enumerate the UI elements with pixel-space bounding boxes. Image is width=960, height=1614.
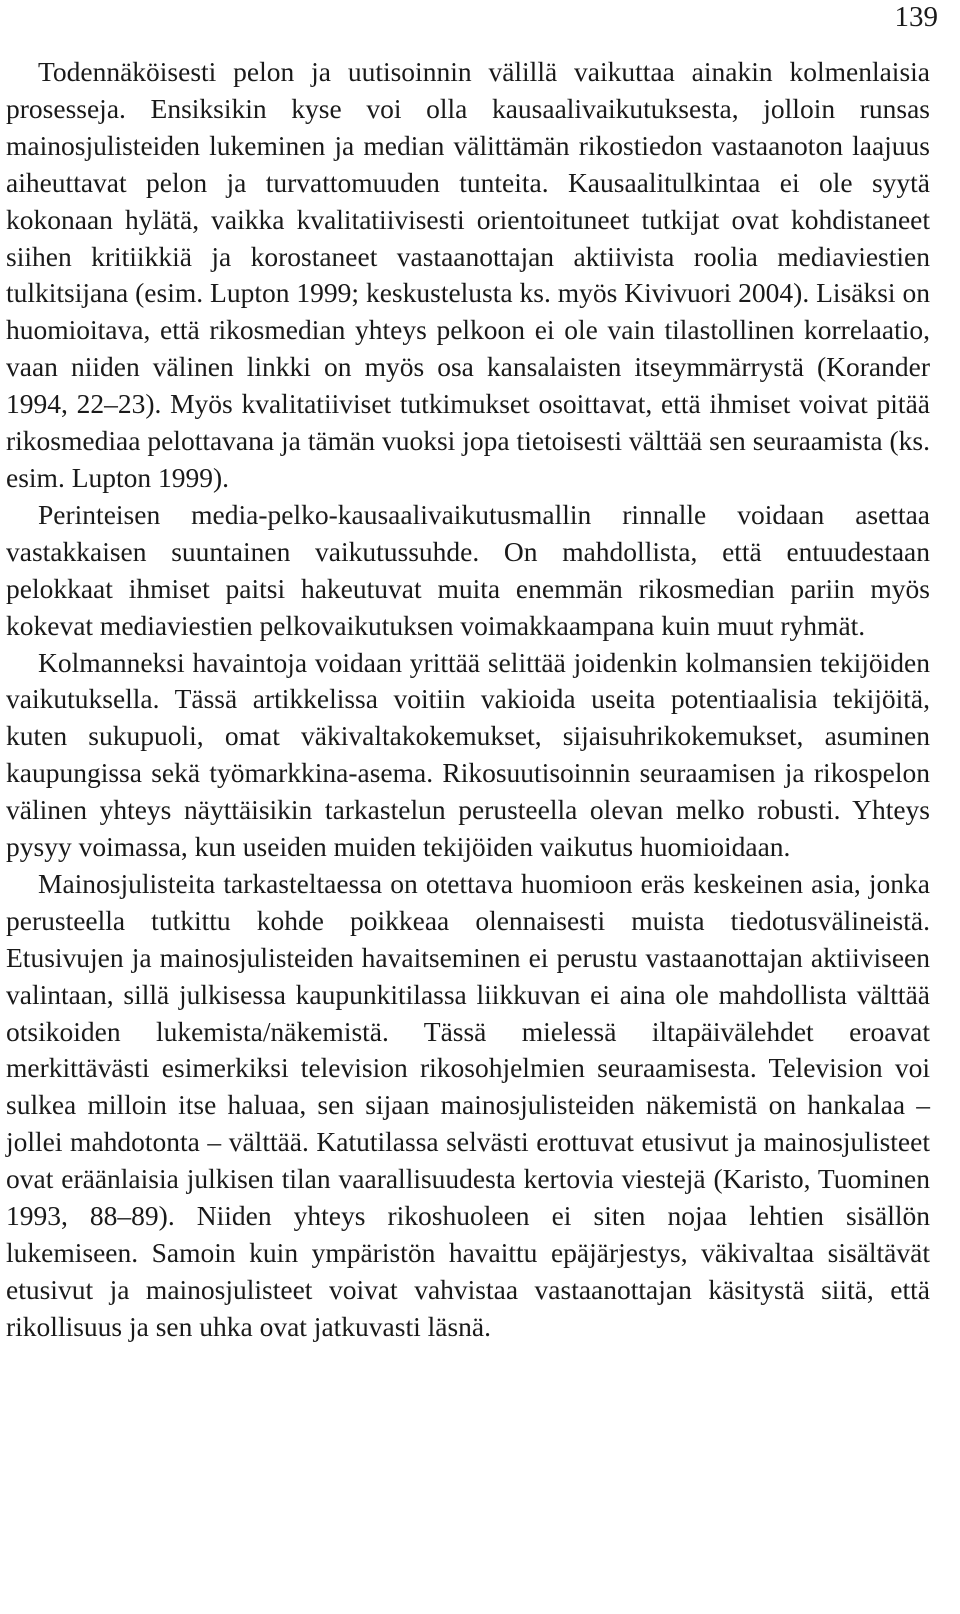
- paragraph-4: Mainosjulisteita tarkasteltaessa on otettava huomioon eräs keskeinen asia, jonka perusteella tutkittu kohde poikkeaa olennaisesti muista tiedotusvälineistä. Etusivujen ja mainosjulisteiden havaitseminen ei perustu vastaanottajan aktiiviseen valintaan, sillä julkisessa kaupunkitilassa liikkuvan ei aina ole mahdollista välttää otsikoiden lukemista/näkemistä. Tässä mielessä iltapäivälehdet eroavat merkittävästi esimerkiksi television rikosohjelmien seuraamisesta. Television voi sulkea milloin itse haluaa, sen sijaan mainosjulisteiden näkemistä on hankalaa – jollei mahdotonta – välttää. Katutilassa selvästi erottuvat etusivut ja mainosjulisteet ovat eräänlaisia julkisen tilan vaarallisuudesta kertovia viestejä (Karisto, Tuominen 1993, 88–89). Niiden yhteys rikoshuoleen ei siten nojaa lehtien sisällön lukemiseen. Samoin kuin ympäristön havaittu epäjärjestys, väkivaltaa sisältävät etusivut ja mainosjulisteet voivat vahvistaa vastaanottajan käsitystä siitä, että rikollisuus ja sen uhka ovat jatkuvasti läsnä.: [6, 867, 930, 1342]
- page-number: 139: [894, 1, 938, 33]
- paragraph-2: Perinteisen media-pelko-kausaalivaikutusmallin rinnalle voidaan asettaa vastakkaisen suuntainen vaikutussuhde. On mahdollista, että entuudestaan pelokkaat ihmiset paitsi hakeutuvat muita enemmän rikosmedian pariin myös kokevat mediaviestien pelkovaikutuksen voimakkaampana kuin muut ryhmät.: [6, 498, 930, 641]
- paragraph-1: Todennäköisesti pelon ja uutisoinnin välillä vaikuttaa ainakin kolmenlaisia prosesseja. Ensiksikin kyse voi olla kausaalivaikutuksesta, jolloin runsas mainosjulisteiden lukeminen ja median välittämän rikostiedon vastaanoton laajuus aiheuttavat pelon ja turvattomuuden tunteita. Kausaalitulkintaa ei ole syytä kokonaan hylätä, vaikka kvalitatiivisesti orientoituneet tutkijat ovat kohdistaneet siihen kritiikkiä ja korostaneet vastaanottajan aktiivista roolia mediaviestien tulkitsijana (esim. Lupton 1999; keskustelusta ks. myös Kivivuori 2004). Lisäksi on huomioitava, että rikosmedian yhteys pelkoon ei ole vain tilastollinen korrelaatio, vaan niiden välinen linkki on myös osa kansalaisten itseymmärrystä (Korander 1994, 22–23). Myös kvalitatiiviset tutkimukset osoittavat, että ihmiset voivat pitää rikosmediaa pelottavana ja tämän vuoksi jopa tietoisesti välttää sen seuraamista (ks. esim. Lupton 1999).: [6, 56, 930, 493]
- paragraph-3: Kolmanneksi havaintoja voidaan yrittää selittää joidenkin kolmansien tekijöiden vaikutuksella. Tässä artikkelissa voitiin vakioida useita potentiaalisia tekijöitä, kuten sukupuoli, omat väkivaltakokemukset, sijaisuhrikokemukset, asuminen kaupungissa sekä työmarkkina-asema. Rikosuutisoinnin seuraamisen ja rikospelon välinen yhteys näyttäisikin tarkastelun perusteella olevan melko robusti. Yhteys pysyy voimassa, kun useiden muiden tekijöiden vaikutus huomioidaan.: [6, 646, 930, 863]
- body-text: [6, 54, 930, 1346]
